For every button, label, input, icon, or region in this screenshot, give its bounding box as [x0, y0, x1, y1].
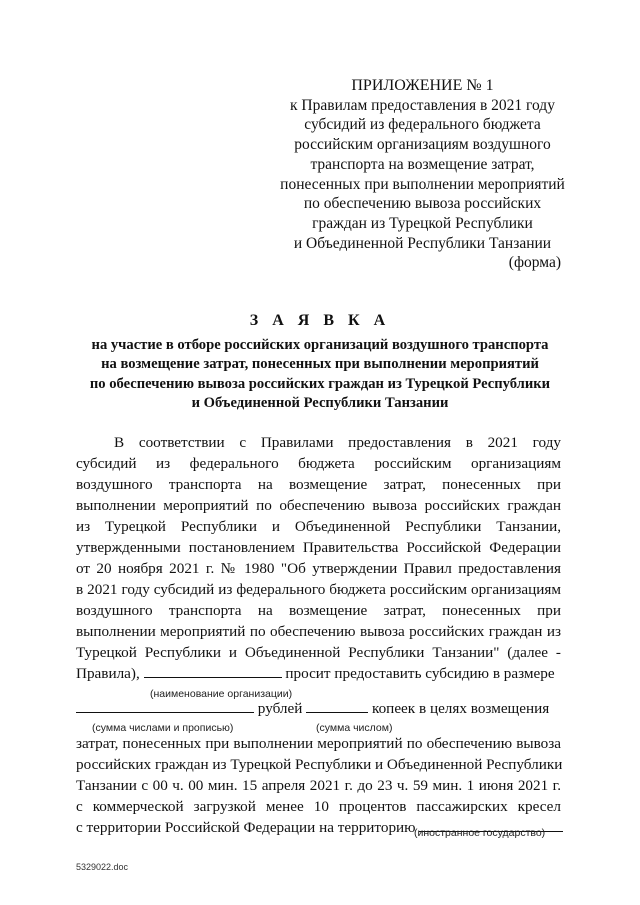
- body-line: из Турецкой Республики и Объединенной Республики Танзании,: [76, 518, 561, 535]
- body-text-fragment: с территории Российской Федерации на территорию: [76, 819, 416, 836]
- appendix-line: к Правилам предоставления в 2021 году: [290, 96, 555, 114]
- appendix-line: граждан из Турецкой Республики: [312, 214, 533, 232]
- subtitle-line: и Объединенной Республики Танзании: [191, 395, 449, 412]
- form-label: (форма): [508, 254, 561, 271]
- body-line-org: [76, 663, 561, 684]
- appendix-line: транспорта на возмещение затрат,: [310, 155, 535, 173]
- body-text: [76, 432, 561, 838]
- appendix-line: и Объединенной Республики Танзании: [293, 234, 552, 252]
- appendix-line: российским организациям воздушного: [294, 136, 551, 154]
- appendix-line: понесенных при выполнении мероприятий: [280, 175, 565, 193]
- body-text-fragment: Правила),: [76, 665, 140, 682]
- body-line: воздушного транспорта на возмещение затрат, понесенных при: [76, 476, 561, 493]
- body-text-fragment: копеек в целях возмещения: [371, 700, 550, 717]
- appendix-line: по обеспечению вывоза российских: [303, 195, 542, 213]
- body-line: воздушного транспорта на возмещение затрат, понесенных при: [76, 602, 561, 619]
- body-line: выполнении мероприятий по обеспечению вывоза российских граждан из: [76, 623, 561, 640]
- body-line-sum: [76, 698, 561, 719]
- body-line: Турецкой Республики и Объединенной Республики Танзании" (далее -: [76, 644, 561, 661]
- body-line: российских граждан из Турецкой Республики и Объединенной Республики: [76, 756, 563, 773]
- body-line: субсидий из федерального бюджета российским организациям: [76, 455, 561, 472]
- appendix-title: ПРИЛОЖЕНИЕ № 1: [351, 77, 494, 94]
- document-subtitle: [70, 336, 570, 414]
- body-line: выполнении мероприятий по обеспечению вывоза российских граждан: [76, 497, 561, 514]
- caption-foreign-state: (иностранное государство): [414, 827, 546, 839]
- subtitle-line: на участие в отборе российских организаций воздушного транспорта: [91, 337, 549, 353]
- body-line: от 20 ноября 2021 г. № 1980 "Об утверждении Правил предоставления: [76, 560, 561, 577]
- caption-org-name: (наименование организации): [150, 688, 293, 700]
- appendix-header: [250, 76, 595, 253]
- body-line: В соответствии с Правилами предоставления в 2021 году: [114, 434, 561, 451]
- body-text-fragment: рублей: [257, 700, 303, 717]
- body-line: затрат, понесенных при выполнении мероприятий по обеспечению вывоза: [76, 735, 561, 752]
- caption-sum-number: (сумма числом): [316, 722, 393, 734]
- file-name: 5329022.doc: [76, 862, 129, 872]
- caption-sum-words: (сумма числами и прописью): [92, 722, 234, 734]
- body-line: Танзании с 00 ч. 00 мин. 15 апреля 2021 г. до 23 ч. 59 мин. 1 июня 2021 г.: [76, 777, 561, 794]
- appendix-line: субсидий из федерального бюджета: [304, 116, 541, 134]
- org-name-field[interactable]: [144, 663, 282, 678]
- document-title: З А Я В К А: [249, 312, 391, 329]
- subtitle-line: на возмещение затрат, понесенных при выполнении мероприятий: [101, 356, 539, 373]
- body-line: в 2021 году субсидий из федерального бюджета российским организациям: [76, 581, 561, 598]
- sum-words-field[interactable]: [76, 698, 254, 713]
- subtitle-line: по обеспечению вывоза российских граждан из Турецкой Республики: [89, 375, 551, 392]
- body-line: утвержденными постановлением Правительства Российской Федерации: [76, 539, 561, 556]
- kopecks-field[interactable]: [306, 698, 368, 713]
- body-text-fragment: просит предоставить субсидию в размере: [285, 665, 555, 682]
- body-line: с коммерческой загрузкой менее 10 процентов пассажирских кресел: [76, 798, 561, 815]
